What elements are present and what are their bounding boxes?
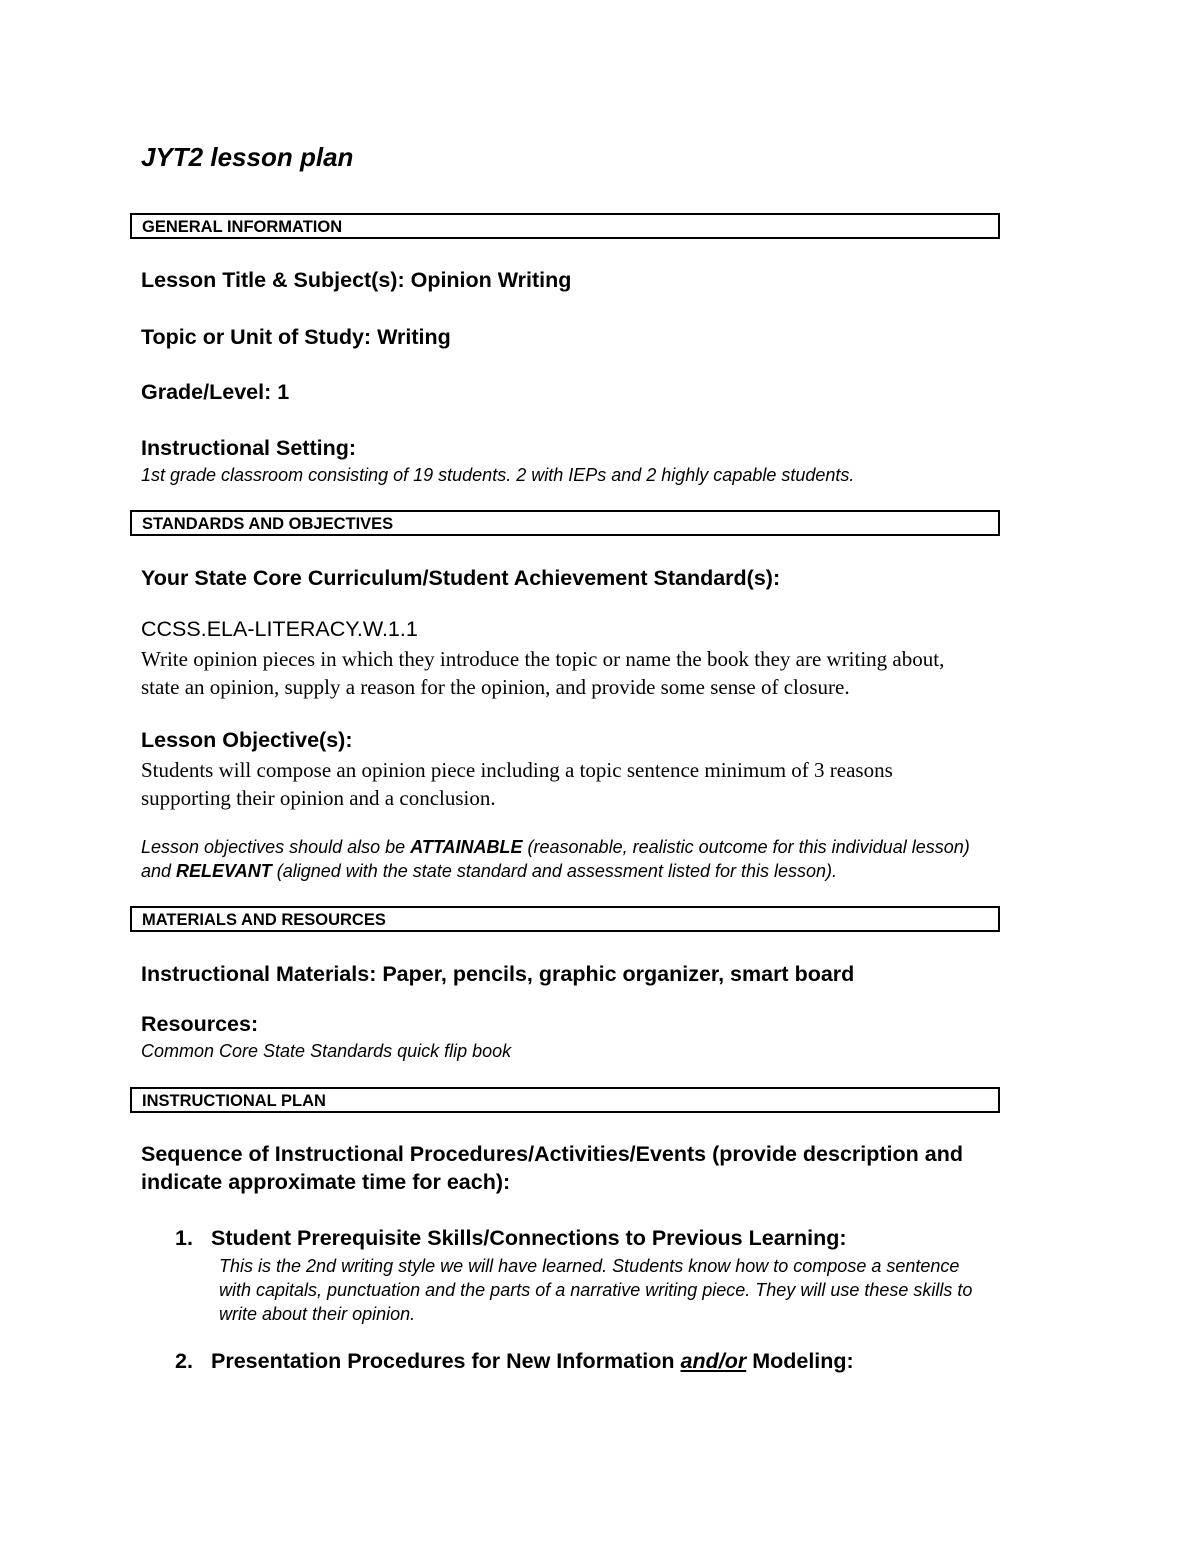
- objective-heading: Lesson Objective(s):: [141, 728, 353, 752]
- sequence-heading-line-2: indicate approximate time for each):: [141, 1170, 511, 1194]
- prerequisite-line-1: This is the 2nd writing style we will have learned. Students know how to compose a sentence: [219, 1256, 960, 1276]
- instructional-setting-text: 1st grade classroom consisting of 19 students. 2 with IEPs and 2 highly capable students.: [141, 465, 855, 485]
- section-header-general: [130, 213, 1000, 239]
- sequence-heading-line-1: Sequence of Instructional Procedures/Activities/Events (provide description and: [141, 1142, 963, 1166]
- section-header-label: INSTRUCTIONAL PLAN: [142, 1092, 326, 1110]
- note-text: Lesson objectives should also be: [141, 837, 411, 857]
- section-header-label: STANDARDS AND OBJECTIVES: [142, 515, 394, 533]
- note-emphasis-relevant: RELEVANT: [176, 861, 272, 881]
- objective-line-2: supporting their opinion and a conclusion.: [141, 786, 496, 810]
- instructional-materials: Instructional Materials: Paper, pencils, graphic organizer, smart board: [141, 962, 855, 986]
- heading-underlined-and-or: and/or: [680, 1349, 747, 1373]
- standard-text-line-2: state an opinion, supply a reason for the opinion, and provide some sense of closure.: [141, 675, 850, 699]
- grade-level: Grade/Level: 1: [141, 380, 290, 404]
- resources-heading: Resources:: [141, 1012, 259, 1036]
- resources-text: Common Core State Standards quick flip book: [141, 1041, 512, 1061]
- section-header-plan: [130, 1087, 1000, 1113]
- document-title: JYT2 lesson plan: [141, 142, 354, 172]
- section-header-label: GENERAL INFORMATION: [142, 218, 343, 236]
- note-text: (aligned with the state standard and assessment listed for this lesson).: [271, 861, 838, 881]
- topic-unit: Topic or Unit of Study: Writing: [141, 325, 451, 349]
- note-text: and: [141, 861, 177, 881]
- section-header-label: MATERIALS AND RESOURCES: [142, 911, 386, 929]
- objective-note-line-1: [141, 835, 970, 859]
- prerequisite-line-3: write about their opinion.: [219, 1304, 416, 1324]
- section-header-materials: [130, 906, 1000, 932]
- standard-code: CCSS.ELA-LITERACY.W.1.1: [141, 617, 418, 641]
- standard-text-line-1: Write opinion pieces in which they introduce the topic or name the book they are writing about,: [141, 647, 945, 671]
- standards-heading: Your State Core Curriculum/Student Achievement Standard(s):: [141, 566, 781, 590]
- list-item-number-2: 2.: [175, 1349, 193, 1373]
- note-text: (reasonable, realistic outcome for this individual lesson): [522, 837, 970, 857]
- lesson-title: Lesson Title & Subject(s): Opinion Writing: [141, 268, 572, 292]
- presentation-heading: [211, 1349, 854, 1374]
- heading-text: Presentation Procedures for New Information: [211, 1349, 681, 1373]
- prerequisite-heading: Student Prerequisite Skills/Connections to Previous Learning:: [211, 1226, 847, 1250]
- heading-text: Modeling:: [746, 1349, 854, 1373]
- objective-line-1: Students will compose an opinion piece including a topic sentence minimum of 3 reasons: [141, 758, 893, 782]
- list-item-number-1: 1.: [175, 1226, 193, 1250]
- note-emphasis-attainable: ATTAINABLE: [410, 837, 523, 857]
- prerequisite-line-2: with capitals, punctuation and the parts of a narrative writing piece. They will use these skills to: [219, 1280, 973, 1300]
- objective-note-line-2: [141, 859, 837, 883]
- section-header-standards: [130, 510, 1000, 536]
- instructional-setting-heading: Instructional Setting:: [141, 436, 356, 460]
